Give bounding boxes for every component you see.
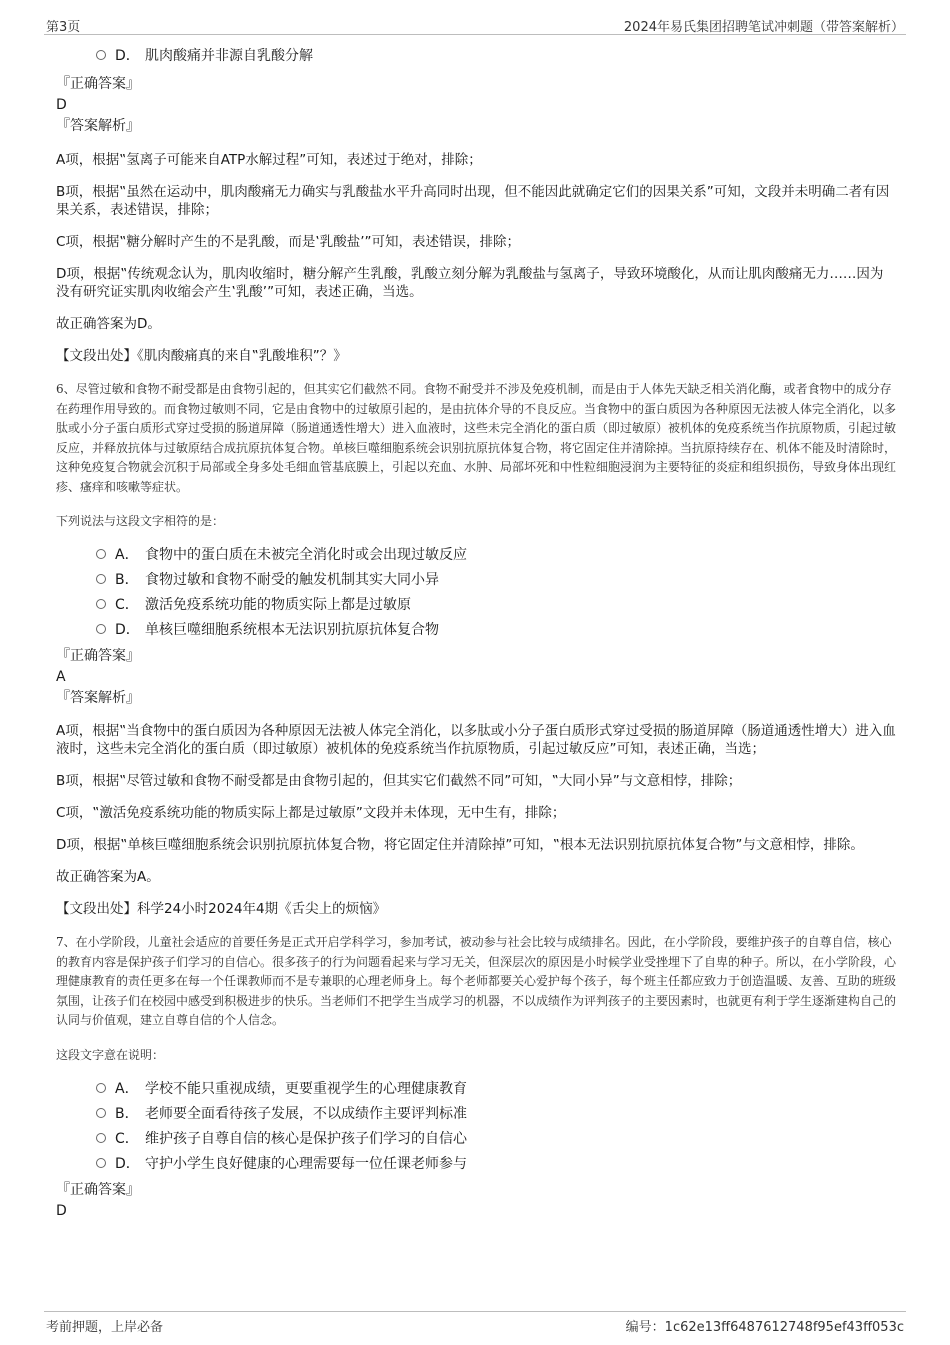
page-number: 第3页	[46, 20, 81, 35]
q7-prompt: 这段文字意在说明：	[56, 1047, 165, 1062]
q5-answer: D	[56, 97, 67, 113]
q6-analysis-c: C项，‟激活免疫系统功能的物质实际上都是过敏原”文段并未体现，无中生有，排除；	[56, 805, 566, 821]
q7-option-d[interactable]: D． 守护小学生良好健康的心理需要每一位任课老师参与	[56, 1152, 896, 1177]
radio-icon[interactable]	[96, 1083, 106, 1093]
q6-option-d[interactable]: D． 单核巨噬细胞系统根本无法识别抗原抗体复合物	[56, 618, 896, 643]
radio-icon[interactable]	[96, 1108, 106, 1118]
page-header	[44, 14, 906, 35]
q5-analysis-d: D项，根据‟传统观念认为，肌肉收缩时，糖分解产生乳酸，乳酸立刻分解为乳酸盐与氢离子，导致环境酸化，从而让肌肉酸痛无力……因为没有研究证实肌肉收缩会产生‛乳酸’”可知，表述正确，当选。	[56, 266, 884, 300]
q6-analysis-label: 『答案解析』	[56, 690, 140, 706]
radio-icon[interactable]	[96, 1133, 106, 1143]
q7-option-a[interactable]: A． 学校不能只重视成绩，更要重视学生的心理健康教育	[56, 1077, 896, 1102]
document-code: 编号：1c62e13ff6487612748f95ef43ff053c	[625, 1320, 904, 1335]
q5-analysis-a: A项，根据‟氢离子可能来自ATP水解过程”可知，表述过于绝对，排除；	[56, 152, 482, 168]
q6-prompt: 下列说法与这段文字相符的是：	[56, 514, 225, 528]
q7-answer: D	[56, 1202, 67, 1219]
q5-source: 【文段出处】《肌肉酸痛真的来自‟乳酸堆积”？》	[56, 348, 347, 364]
q5-analysis-c: C项，根据‟糖分解时产生的不是乳酸，而是‛乳酸盐’”可知，表述错误，排除；	[56, 234, 520, 250]
q7-option-b[interactable]: B． 老师要全面看待孩子发展，不以成绩作主要评判标准	[56, 1102, 896, 1127]
q6-conclusion: 故正确答案为A。	[56, 869, 160, 885]
q7-option-c[interactable]: C． 维护孩子自尊自信的核心是保护孩子们学习的自信心	[56, 1127, 896, 1152]
q5-answer-label: 『正确答案』	[56, 76, 140, 92]
footer-slogan: 考前押题，上岸必备	[46, 1320, 164, 1335]
q6-analysis-a: A项，根据‟当食物中的蛋白质因为各种原因无法被人体完全消化，以多肽或小分子蛋白质形式穿过受损的肠道屏障（肠道通透性增大）进入血液时，这些未完全消化的蛋白质（即过敏原）被机体的免疫系统当作抗原物质，引起过敏反应”可知，表述正确，当选；	[56, 723, 896, 757]
q7-question-text: 7、在小学阶段，儿童社会适应的首要任务是正式开启学科学习，参加考试，被动参与社会比较与成绩排名。因此，在小学阶段，要维护孩子的自尊自信，核心的教育内容是保护孩子们学习的自信心。很多孩子的行为问题看起来与学习无关，但深层次的原因是小时候学业受挫埋下了自卑的种子。所以，在小学阶段，心理健康教育的责任更多在每一个任课教师而不是专兼职的心理老师身上。每个老师都要关心爱护每个孩子，每个班主任都应致力于创造温暖、友善、互助的班级氛围，让孩子们在校园中感受到积极进步的快乐。当老师们不把学生当成学习的机器，不以成绩作为评判孩子的主要因素时，也就更有利于学生逐渐建构自己的认同与价值观，建立自尊自信的个人信念。	[56, 935, 897, 1027]
radio-icon[interactable]	[96, 50, 106, 60]
q6-answer: A	[56, 669, 66, 685]
q6-source: 【文段出处】科学24小时2024年4期《舌尖上的烦恼》	[56, 901, 387, 917]
q5-analysis-label: 『答案解析』	[56, 118, 140, 134]
radio-icon[interactable]	[96, 549, 106, 559]
q5-conclusion: 故正确答案为D。	[56, 316, 161, 332]
q6-analysis-d: D项，根据‟单核巨噬细胞系统会识别抗原抗体复合物，将它固定住并清除掉”可知，‟根本无法识别抗原抗体复合物”与文意相悖，排除。	[56, 837, 864, 853]
page-footer	[44, 1311, 906, 1336]
document-title: 2024年易氏集团招聘笔试冲刺题（带答案解析）	[623, 20, 904, 35]
radio-icon[interactable]	[96, 574, 106, 584]
q6-question-text: 6、尽管过敏和食物不耐受都是由食物引起的，但其实它们截然不同。食物不耐受并不涉及免疫机制，而是由于人体先天缺乏相关消化酶，或者食物中的成分存在药理作用导致的。而食物过敏则不同，它是由食物中的过敏原引起的，是由抗体介导的不良反应。当食物中的蛋白质因为各种原因无法被人体完全消化，以多肽或小分子蛋白质形式穿过受损的肠道屏障（肠道通透性增大）进入血液时，这些未完全消化的蛋白质（即过敏原）被机体的免疫系统当作抗原物质，引起过敏反应，并释放抗体与过敏原结合成抗原抗体复合物。单核巨噬细胞系统会识别抗原抗体复合物，将它固定住并清除掉。当抗原持续存在、机体不能及时清除时，这种免疫复合物就会沉积于局部或全身多处毛细血管基底膜上，引起以充血、水肿、局部坏死和中性粒细胞浸润为主要特征的炎症和组织损伤，导致身体出现红疹、瘙痒和咳嗽等症状。	[56, 382, 897, 494]
radio-icon[interactable]	[96, 1158, 106, 1168]
q6-analysis-b: B项，根据‟尽管过敏和食物不耐受都是由食物引起的，但其实它们截然不同”可知，‟大同小异”与文意相悖，排除；	[56, 773, 742, 789]
radio-icon[interactable]	[96, 599, 106, 609]
q7-answer-label: 『正确答案』	[56, 1181, 140, 1198]
q6-option-a[interactable]: A． 食物中的蛋白质在未被完全消化时或会出现过敏反应	[56, 543, 896, 568]
q6-answer-label: 『正确答案』	[56, 648, 140, 664]
q5-option-d[interactable]: D． 肌肉酸痛并非源自乳酸分解	[56, 44, 896, 69]
q6-option-b[interactable]: B． 食物过敏和食物不耐受的触发机制其实大同小异	[56, 568, 896, 593]
q6-option-c[interactable]: C． 激活免疫系统功能的物质实际上都是过敏原	[56, 593, 896, 618]
q5-analysis-b: B项，根据‟虽然在运动中，肌肉酸痛无力确实与乳酸盐水平升高同时出现，但不能因此就确定它们的因果关系”可知，文段并未明确二者有因果关系，表述错误，排除；	[56, 184, 890, 218]
radio-icon[interactable]	[96, 624, 106, 634]
page-content	[56, 44, 896, 1222]
